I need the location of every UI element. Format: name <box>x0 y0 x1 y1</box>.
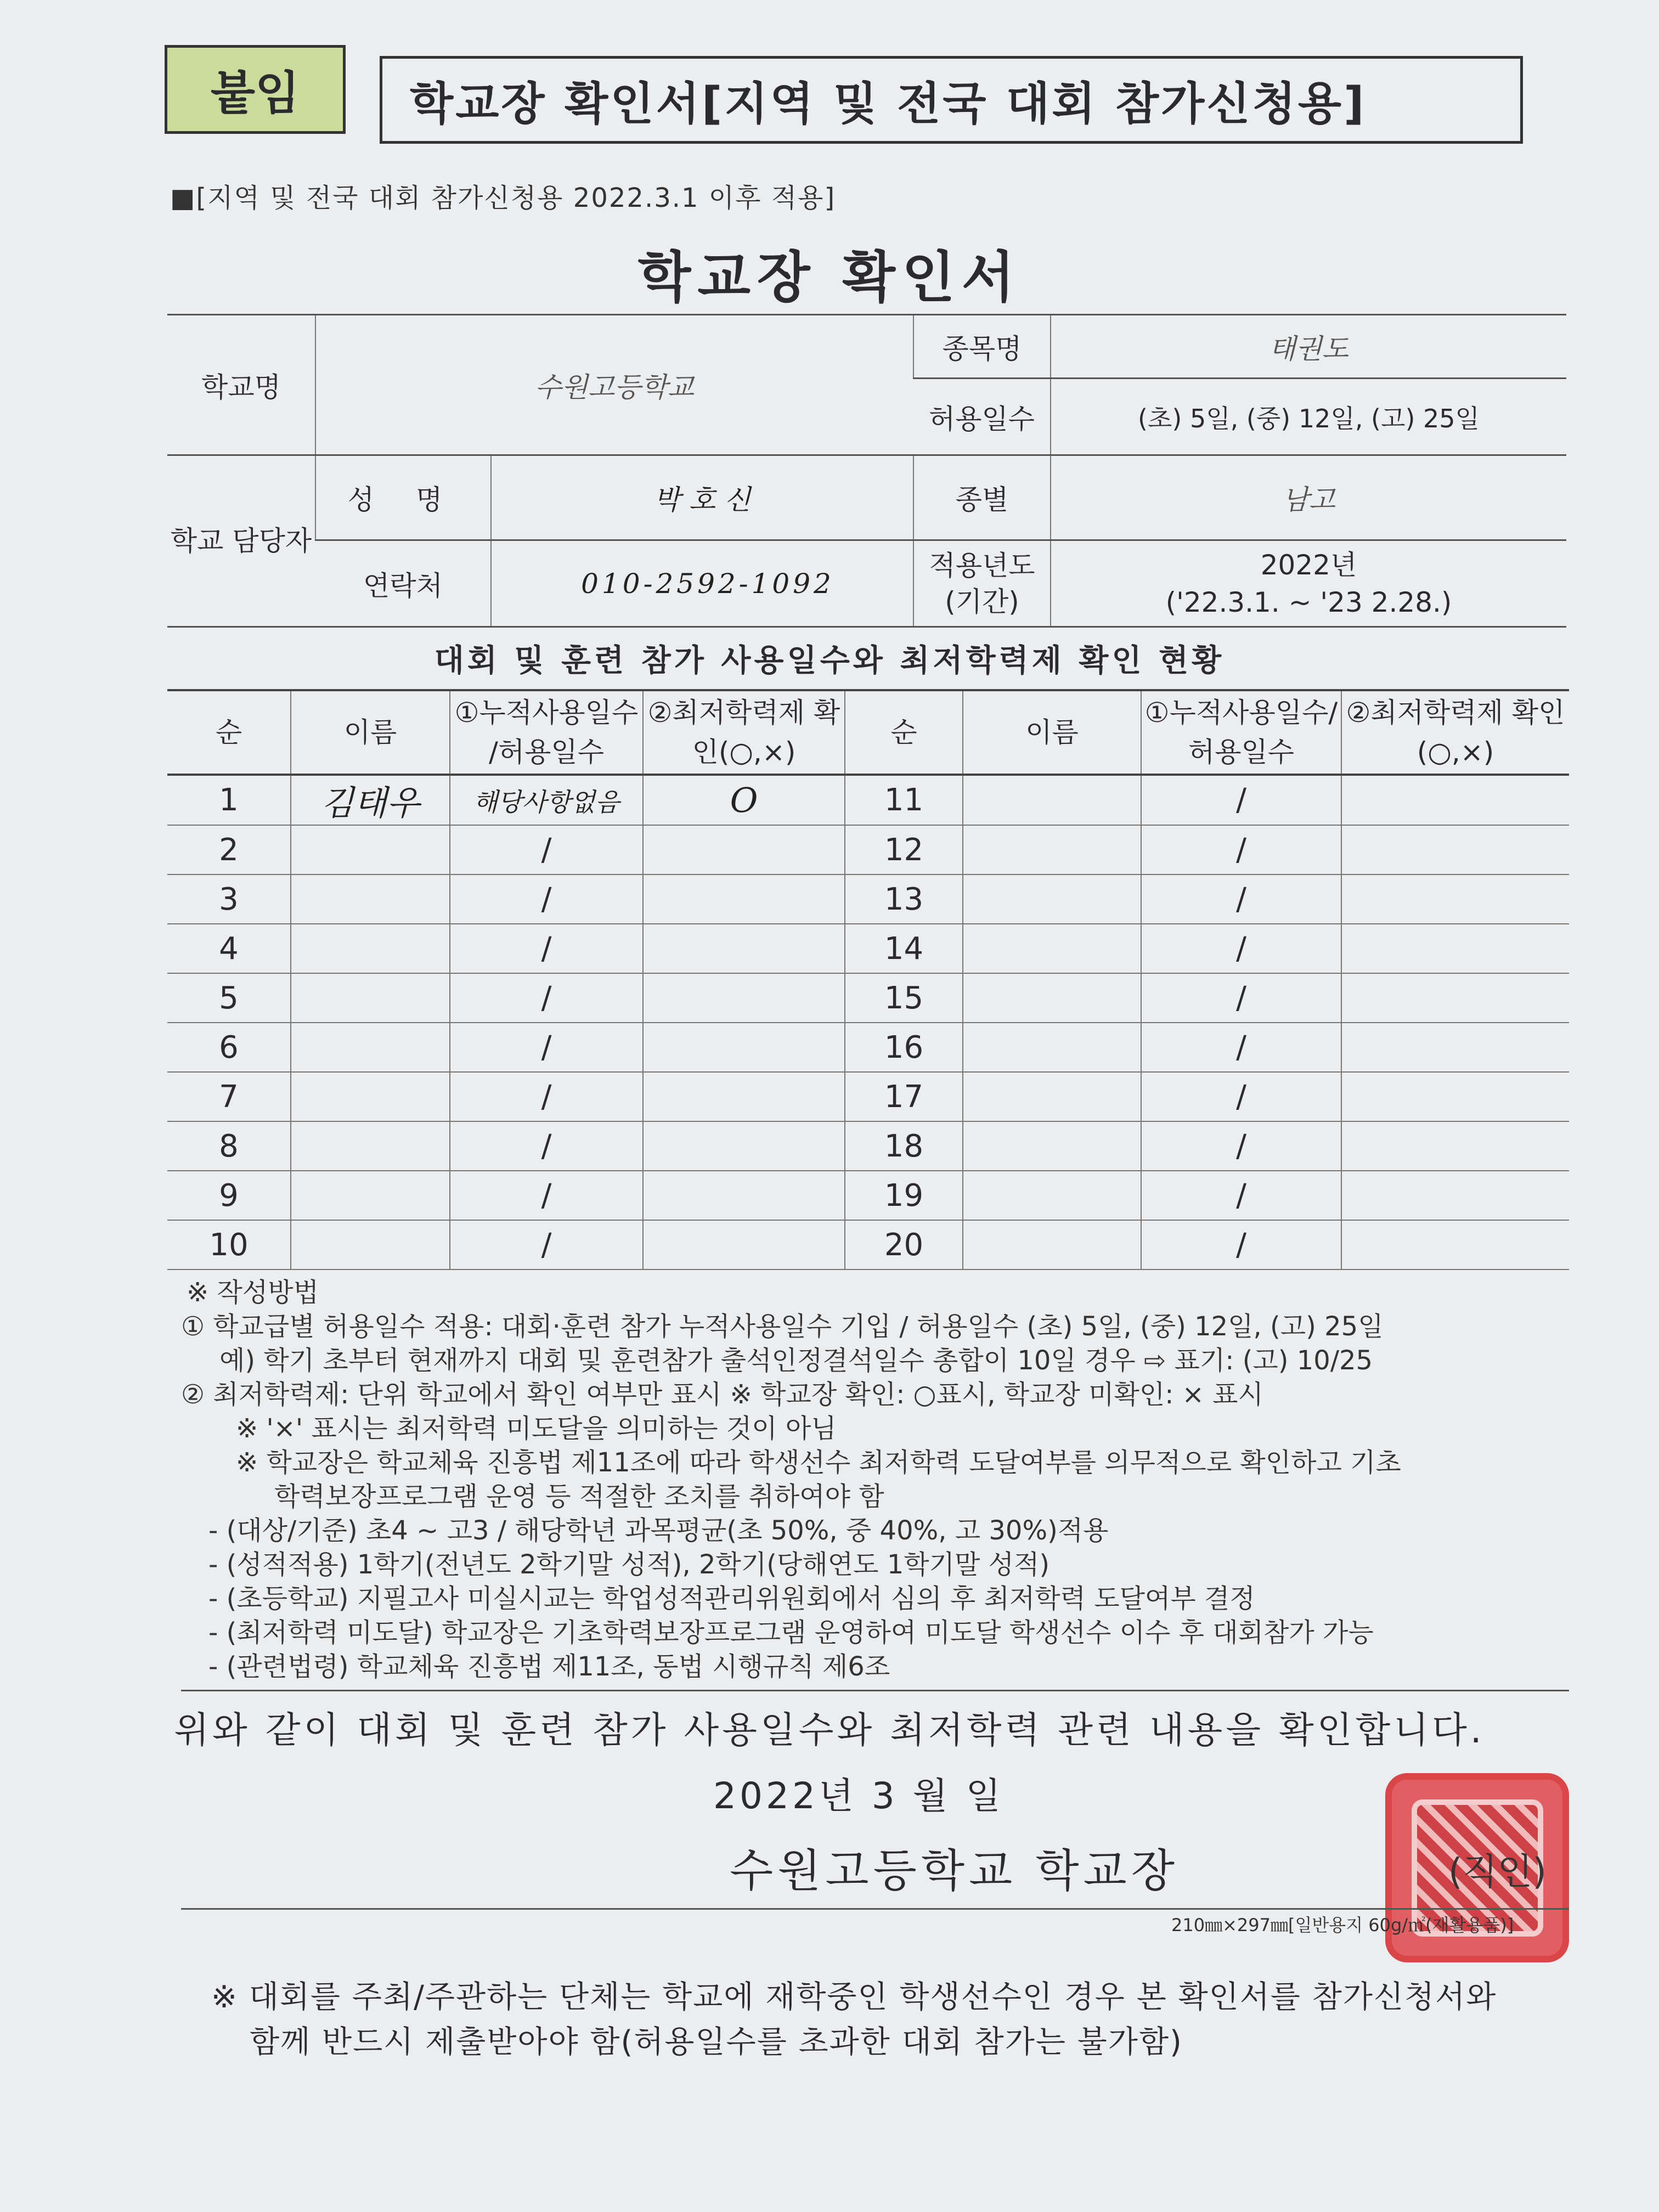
col-check-left: ②최저학력제 확인(○,×) <box>643 690 845 775</box>
used-days: / <box>1141 924 1341 973</box>
note-2-b-cont: 학력보장프로그램 운영 등 적절한 조치를 취하여야 함 <box>274 1481 884 1512</box>
table-row <box>167 1072 1569 1121</box>
used-days: / <box>1141 1220 1341 1269</box>
used-days: / <box>1141 825 1341 874</box>
academic-check <box>643 874 845 924</box>
manager-label: 학교 담당자 <box>167 455 315 627</box>
academic-check <box>1341 1220 1569 1269</box>
academic-check <box>643 1023 845 1072</box>
principal-sign-line: 수원고등학교 학교장 <box>730 1845 1179 1897</box>
sport-value: 태권도 <box>1051 315 1566 379</box>
instructions-heading: ※ 작성방법 <box>187 1277 319 1308</box>
col-name-left: 이름 <box>291 690 450 775</box>
row-number: 17 <box>845 1072 963 1121</box>
note-detail-3: - (초등학교) 지필고사 미실시교는 학업성적관리위원회에서 심의 후 최저학력 도달여부 결정 <box>208 1583 1255 1614</box>
used-days: / <box>450 1220 643 1269</box>
student-name <box>291 874 450 924</box>
table-row <box>167 1121 1569 1171</box>
divider <box>181 1908 1569 1910</box>
student-name <box>963 825 1141 874</box>
used-days: / <box>1141 1121 1341 1171</box>
used-days: / <box>450 1072 643 1121</box>
note-detail-4: - (최저학력 미도달) 학교장은 기초학력보장프로그램 운영하여 미도달 학생선수 이수 후 대회참가 가능 <box>208 1617 1374 1648</box>
note-2-a: ※ '×' 표시는 최저학력 미도달을 의미하는 것이 아님 <box>236 1413 837 1444</box>
table-row <box>167 924 1569 973</box>
student-name <box>291 825 450 874</box>
school-label: 학교명 <box>167 315 315 455</box>
student-name <box>291 924 450 973</box>
paper-spec: 210㎜×297㎜[일반용지 60g/㎡(재활용품)] <box>1171 1915 1514 1936</box>
academic-check <box>643 973 845 1023</box>
col-no-left: 순 <box>167 690 291 775</box>
row-number: 7 <box>167 1072 291 1121</box>
student-name <box>963 973 1141 1023</box>
row-number: 19 <box>845 1171 963 1220</box>
row-number: 6 <box>167 1023 291 1072</box>
used-days: / <box>1141 1171 1341 1220</box>
applicability-note: ■[지역 및 전국 대회 참가신청용 2022.3.1 이후 적용] <box>170 183 836 213</box>
note-detail-2: - (성적적용) 1학기(전년도 2학기말 성적), 2학기(당해연도 1학기말 성적) <box>208 1549 1050 1580</box>
used-days: / <box>1141 874 1341 924</box>
used-days: / <box>450 825 643 874</box>
contact-label: 연락처 <box>315 540 491 627</box>
col-name-right: 이름 <box>963 690 1141 775</box>
row-number: 3 <box>167 874 291 924</box>
student-name <box>291 973 450 1023</box>
section-title: 대회 및 훈련 참가 사용일수와 최저학력제 확인 현황 <box>434 643 1225 679</box>
confirmation-statement: 위와 같이 대회 및 훈련 참가 사용일수와 최저학력 관련 내용을 확인합니다. <box>174 1709 1485 1751</box>
col-days-left: ①누적사용일수 /허용일수 <box>450 690 643 775</box>
academic-check <box>643 825 845 874</box>
student-name <box>963 1023 1141 1072</box>
student-name <box>291 1023 450 1072</box>
row-number: 11 <box>845 775 963 825</box>
row-number: 13 <box>845 874 963 924</box>
row-number: 15 <box>845 973 963 1023</box>
table-row <box>167 874 1569 924</box>
row-number: 2 <box>167 825 291 874</box>
manager-signature: 박 호 신 <box>491 455 913 540</box>
student-name <box>963 1171 1141 1220</box>
table-row <box>167 1023 1569 1072</box>
academic-check: O <box>643 775 845 825</box>
year-value: 2022년 <box>1260 549 1357 581</box>
row-number: 12 <box>845 825 963 874</box>
table-row <box>167 775 1569 825</box>
academic-check <box>1341 924 1569 973</box>
used-days: / <box>450 1023 643 1072</box>
footer-line-2: 함께 반드시 제출받아야 함(허용일수를 초과한 대회 참가는 불가함) <box>250 2024 1183 2060</box>
academic-check <box>643 1171 845 1220</box>
used-days: / <box>450 1121 643 1171</box>
row-number: 20 <box>845 1220 963 1269</box>
used-days: / <box>450 874 643 924</box>
used-days: / <box>450 924 643 973</box>
academic-check <box>1341 1023 1569 1072</box>
roster-table <box>167 689 1569 1270</box>
table-row <box>167 825 1569 874</box>
allowed-days-label: 허용일수 <box>913 379 1051 455</box>
col-check-right: ②최저학력제 확인(○,×) <box>1341 690 1569 775</box>
student-name: 김태우 <box>291 775 450 825</box>
row-number: 14 <box>845 924 963 973</box>
year-label: 적용년도 (기간) <box>913 540 1051 627</box>
academic-check <box>643 1121 845 1171</box>
footer-notice <box>211 1975 1555 2065</box>
note-2: ② 최저학력제: 단위 학교에서 확인 여부만 표시 ※ 학교장 확인: ○표시, 학교장 미확인: × 표시 <box>181 1379 1263 1410</box>
academic-check <box>643 1220 845 1269</box>
row-number: 18 <box>845 1121 963 1171</box>
academic-check <box>1341 775 1569 825</box>
student-name <box>291 1220 450 1269</box>
contact-value: 010-2592-1092 <box>491 540 913 627</box>
student-name <box>963 1220 1141 1269</box>
used-days: / <box>1141 1023 1341 1072</box>
table-row <box>167 1171 1569 1220</box>
row-number: 1 <box>167 775 291 825</box>
used-days: / <box>1141 775 1341 825</box>
attachment-tag: 붙임 <box>165 45 346 134</box>
used-days: / <box>450 973 643 1023</box>
used-days: / <box>450 1171 643 1220</box>
type-label: 종별 <box>913 455 1051 540</box>
row-number: 10 <box>167 1220 291 1269</box>
instructions <box>181 1276 1580 1684</box>
note-1: ① 학교급별 허용일수 적용: 대회·훈련 참가 누적사용일수 기입 / 허용일수 (초) 5일, (중) 12일, (고) 25일 <box>181 1311 1384 1342</box>
col-no-right: 순 <box>845 690 963 775</box>
page-title: 학교장 확인서 <box>637 245 1022 309</box>
period-value: ('22.3.1. ~ '23 2.28.) <box>1165 586 1452 618</box>
issue-date: 2022년 3 월 일 <box>713 1775 1005 1817</box>
allowed-days-value: (초) 5일, (중) 12일, (고) 25일 <box>1051 379 1566 455</box>
academic-check <box>1341 1171 1569 1220</box>
row-number: 9 <box>167 1171 291 1220</box>
row-number: 4 <box>167 924 291 973</box>
academic-check <box>1341 825 1569 874</box>
student-name <box>291 1072 450 1121</box>
row-number: 8 <box>167 1121 291 1171</box>
row-number: 5 <box>167 973 291 1023</box>
note-1-example: 예) 학기 초부터 현재까지 대회 및 훈련참가 출석인정결석일수 총합이 10일 경우 ⇨ 표기: (고) 10/25 <box>219 1345 1373 1376</box>
year-cell <box>1051 540 1566 627</box>
row-number: 16 <box>845 1023 963 1072</box>
academic-check <box>643 1072 845 1121</box>
info-table <box>167 314 1566 628</box>
note-2-b: ※ 학교장은 학교체육 진흥법 제11조에 따라 학생선수 최저학력 도달여부를 의무적으로 확인하고 기초 <box>236 1447 1401 1478</box>
used-days: 해당사항없음 <box>450 775 643 825</box>
student-name <box>291 1121 450 1171</box>
student-name <box>963 1121 1141 1171</box>
table-row <box>167 1220 1569 1269</box>
student-name <box>291 1171 450 1220</box>
academic-check <box>1341 1121 1569 1171</box>
used-days: / <box>1141 973 1341 1023</box>
academic-check <box>1341 973 1569 1023</box>
col-days-right: ①누적사용일수/ 허용일수 <box>1141 690 1341 775</box>
form-title-box: 학교장 확인서[지역 및 전국 대회 참가신청용] <box>380 56 1523 144</box>
used-days: / <box>1141 1072 1341 1121</box>
table-row <box>167 973 1569 1023</box>
school-value: 수원고등학교 <box>315 315 913 455</box>
type-value: 남고 <box>1051 455 1566 540</box>
seal-label: (직인) <box>1448 1850 1547 1893</box>
academic-check <box>1341 1072 1569 1121</box>
student-name <box>963 874 1141 924</box>
student-name <box>963 775 1141 825</box>
note-detail-5: - (관련법령) 학교체육 진흥법 제11조, 동법 시행규칙 제6조 <box>208 1651 890 1682</box>
academic-check <box>643 924 845 973</box>
student-name <box>963 924 1141 973</box>
academic-check <box>1341 874 1569 924</box>
note-detail-1: - (대상/기준) 초4 ~ 고3 / 해당학년 과목평균(초 50%, 중 40%, 고 30%)적용 <box>208 1515 1109 1546</box>
footer-line-1: ※ 대회를 주최/주관하는 단체는 학교에 재학중인 학생선수인 경우 본 확인서를 참가신청서와 <box>211 1979 1497 2015</box>
student-name <box>963 1072 1141 1121</box>
sport-label: 종목명 <box>913 315 1051 379</box>
divider <box>181 1690 1569 1691</box>
name-label: 성 명 <box>315 455 491 540</box>
